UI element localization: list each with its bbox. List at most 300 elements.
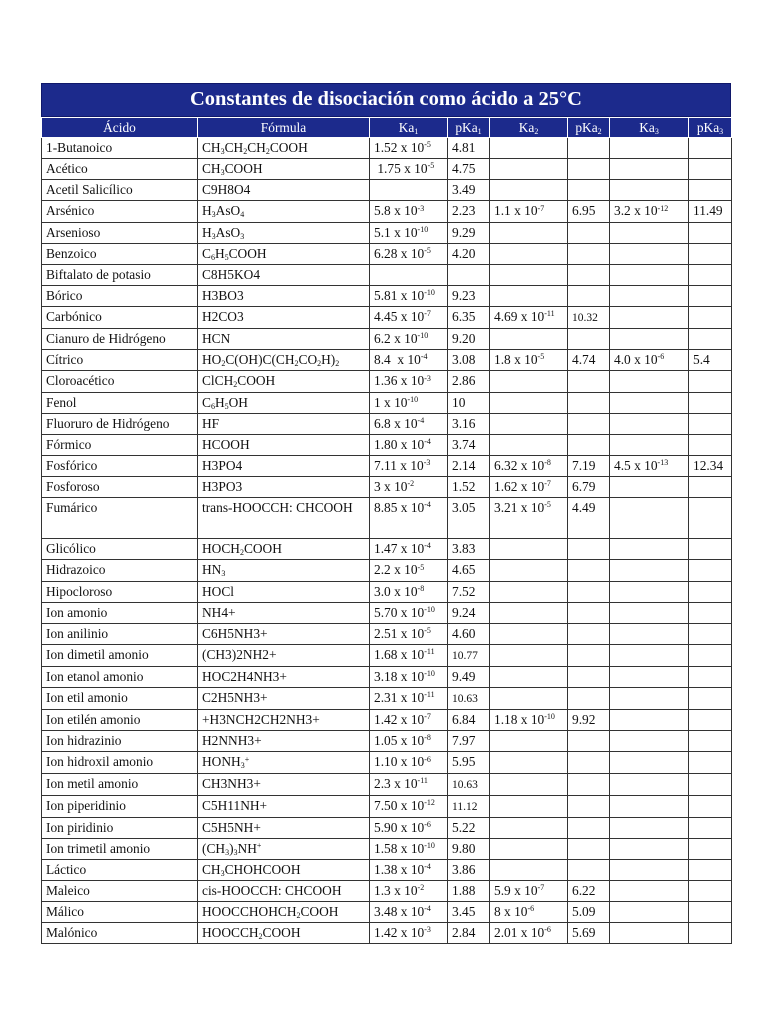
table-row	[42, 138, 732, 159]
ka2-cell	[490, 581, 568, 602]
pka2-cell	[568, 581, 610, 602]
formula-cell: C5H5NH+	[198, 817, 370, 838]
acid-name-cell: Arsenioso	[42, 222, 198, 243]
header-ka3: $Ka_3$	[610, 118, 689, 138]
ka2-cell	[490, 159, 568, 180]
ka1-cell: 5.8 x $10^{-3}$	[370, 201, 448, 222]
table-body	[42, 138, 732, 944]
formula-cell: $HOOCCH_2COOH$	[198, 923, 370, 944]
acid-name-cell: Cianuro de Hidrógeno	[42, 329, 198, 350]
ka3-cell	[610, 264, 689, 285]
pka3-cell	[689, 371, 732, 392]
ka2-cell	[490, 795, 568, 817]
ka2-cell: 3.21 x $10^{-5}$	[490, 498, 568, 539]
acid-name-cell: Glicólico	[42, 539, 198, 560]
table-row	[42, 560, 732, 581]
header-pka1: pKa$_1$	[448, 118, 490, 138]
ka1-cell: 1.47 x $10^{-4}$	[370, 539, 448, 560]
pka1-cell: 3.05	[448, 498, 490, 539]
ka2-cell: 1.1 x $10^{-7}$	[490, 201, 568, 222]
ka2-cell	[490, 138, 568, 159]
table-row	[42, 752, 732, 773]
table-row	[42, 201, 732, 222]
pka1-cell: 10.63	[448, 688, 490, 710]
pka2-cell	[568, 243, 610, 264]
ka3-cell	[610, 285, 689, 306]
table-row	[42, 688, 732, 710]
ka1-cell: 3.48 x $10^{-4}$	[370, 902, 448, 923]
pka2-cell	[568, 329, 610, 350]
header-subscript: 1	[414, 126, 419, 136]
ka2-cell	[490, 222, 568, 243]
acid-name-cell: Maleico	[42, 880, 198, 901]
pka3-cell	[689, 859, 732, 880]
table-row	[42, 285, 732, 306]
pka2-cell: 4.49	[568, 498, 610, 539]
ka2-cell	[490, 666, 568, 687]
pka1-cell: 3.45	[448, 902, 490, 923]
header-ka2: $Ka_2$	[490, 118, 568, 138]
ka1-cell: 1.42 x $10^{-7}$	[370, 710, 448, 731]
header-subscript: 2	[597, 126, 602, 136]
table-row	[42, 666, 732, 687]
pka2-cell: 10.32	[568, 307, 610, 329]
acid-name-cell: Arsénico	[42, 201, 198, 222]
acid-name-cell: Acetil Salicílico	[42, 180, 198, 201]
pka3-cell	[689, 434, 732, 455]
formula-cell: H3PO3	[198, 477, 370, 498]
ka3-cell	[610, 159, 689, 180]
table-row	[42, 539, 732, 560]
ka3-cell	[610, 539, 689, 560]
header-acido: Ácido	[42, 118, 198, 138]
acid-name-cell: Malónico	[42, 923, 198, 944]
ka3-cell	[610, 498, 689, 539]
acid-name-cell: Bórico	[42, 285, 198, 306]
pka3-cell	[689, 838, 732, 859]
formula-cell: $CH_3CHOHCOOH$	[198, 859, 370, 880]
ka3-cell	[610, 392, 689, 413]
pka2-cell: 4.74	[568, 350, 610, 371]
acid-name-cell: Fenol	[42, 392, 198, 413]
pka3-cell	[689, 644, 732, 666]
ka1-cell: 7.11 x $10^{-3}$	[370, 455, 448, 476]
header-pka3: pKa$_3$	[689, 118, 732, 138]
pka1-cell: 9.29	[448, 222, 490, 243]
pka3-cell	[689, 539, 732, 560]
ka2-cell	[490, 371, 568, 392]
pka1-cell: 6.35	[448, 307, 490, 329]
ka1-cell: 1.38 x $10^{-4}$	[370, 859, 448, 880]
ka1-cell: 1.36 x $10^{-3}$	[370, 371, 448, 392]
header-subscript: 3	[719, 126, 724, 136]
ka2-cell	[490, 285, 568, 306]
formula-cell: $CH_3CH_2CH_2COOH$	[198, 138, 370, 159]
pka3-cell	[689, 329, 732, 350]
ka1-cell: 2.51 x $10^{-5}$	[370, 623, 448, 644]
acid-name-cell: Hipocloroso	[42, 581, 198, 602]
ka2-cell	[490, 859, 568, 880]
acid-name-cell: Carbónico	[42, 307, 198, 329]
pka2-cell	[568, 817, 610, 838]
pka1-cell: 3.08	[448, 350, 490, 371]
acid-name-cell: Ion hidrazinio	[42, 731, 198, 752]
pka3-cell	[689, 222, 732, 243]
header-pka2: pKa$_2$	[568, 118, 610, 138]
formula-cell: cis-HOOCCH: CHCOOH	[198, 880, 370, 901]
acid-name-cell: Málico	[42, 902, 198, 923]
acid-name-cell: Láctico	[42, 859, 198, 880]
pka2-cell	[568, 413, 610, 434]
acid-name-cell: Ion trimetil amonio	[42, 838, 198, 859]
pka3-cell	[689, 795, 732, 817]
table-row	[42, 644, 732, 666]
pka1-cell: 2.14	[448, 455, 490, 476]
pka1-cell: 1.88	[448, 880, 490, 901]
ka2-cell: 4.69 x $10^{-11}$	[490, 307, 568, 329]
pka3-cell	[689, 264, 732, 285]
pka1-cell: 4.81	[448, 138, 490, 159]
table-row	[42, 329, 732, 350]
table-row	[42, 180, 732, 201]
table-row	[42, 243, 732, 264]
pka2-cell	[568, 859, 610, 880]
formula-cell: NH4+	[198, 602, 370, 623]
table-header-row	[42, 118, 732, 138]
acid-name-cell: Fluoruro de Hidrógeno	[42, 413, 198, 434]
acid-name-cell: Ion amonio	[42, 602, 198, 623]
pka1-cell: 2.86	[448, 371, 490, 392]
formula-cell: HCN	[198, 329, 370, 350]
pka2-cell	[568, 539, 610, 560]
pka2-cell	[568, 371, 610, 392]
ka2-cell	[490, 180, 568, 201]
acid-name-cell: Fosforoso	[42, 477, 198, 498]
pka3-cell	[689, 560, 732, 581]
table-row	[42, 773, 732, 795]
pka3-cell	[689, 285, 732, 306]
ka3-cell	[610, 371, 689, 392]
ka2-cell	[490, 392, 568, 413]
ka3-cell: 4.5 x $10^{-13}$	[610, 455, 689, 476]
acid-name-cell: Ion piperidinio	[42, 795, 198, 817]
ka3-cell	[610, 602, 689, 623]
pka3-cell	[689, 413, 732, 434]
pka1-cell: 4.60	[448, 623, 490, 644]
acid-name-cell: Cítrico	[42, 350, 198, 371]
table-row	[42, 307, 732, 329]
ka1-cell: 7.50 x $10^{-12}$	[370, 795, 448, 817]
table-row	[42, 602, 732, 623]
header-subscript: 3	[654, 126, 659, 136]
pka3-cell	[689, 243, 732, 264]
ka1-cell: 8.85 x $10^{-4}$	[370, 498, 448, 539]
acid-name-cell: Ion dimetil amonio	[42, 644, 198, 666]
pka3-cell	[689, 688, 732, 710]
pka2-cell	[568, 222, 610, 243]
ka2-cell	[490, 838, 568, 859]
ka3-cell	[610, 644, 689, 666]
pka3-cell	[689, 307, 732, 329]
table-row	[42, 264, 732, 285]
formula-cell: $(CH_3)_3NH^+$	[198, 838, 370, 859]
pka2-cell: 5.09	[568, 902, 610, 923]
table-row	[42, 350, 732, 371]
table-row	[42, 902, 732, 923]
ka1-cell	[370, 180, 448, 201]
ka1-cell: 6.2 x $10^{-10}$	[370, 329, 448, 350]
pka1-cell: 10	[448, 392, 490, 413]
table-row	[42, 222, 732, 243]
table-row	[42, 838, 732, 859]
pka2-cell	[568, 434, 610, 455]
formula-cell: HOC2H4NH3+	[198, 666, 370, 687]
header-ka1: $Ka_1$	[370, 118, 448, 138]
ka2-cell	[490, 773, 568, 795]
formula-cell: C2H5NH3+	[198, 688, 370, 710]
acid-name-cell: 1-Butanoico	[42, 138, 198, 159]
ka1-cell	[370, 264, 448, 285]
formula-cell: ClCH$_2$COOH	[198, 371, 370, 392]
pka2-cell	[568, 644, 610, 666]
ka2-cell	[490, 644, 568, 666]
pka3-cell	[689, 902, 732, 923]
ka2-cell: 1.8 x $10^{-5}$	[490, 350, 568, 371]
ka2-cell: 1.62 x $10^{-7}$	[490, 477, 568, 498]
ka1-cell: 1.58 x $10^{-10}$	[370, 838, 448, 859]
ka3-cell	[610, 560, 689, 581]
pka2-cell	[568, 773, 610, 795]
ka1-cell: 6.8 x $10^{-4}$	[370, 413, 448, 434]
formula-cell: $HOOCCHOHCH_2COOH$	[198, 902, 370, 923]
formula-cell: H2CO3	[198, 307, 370, 329]
ka1-cell: 8.4 x $10^{-4}$	[370, 350, 448, 371]
ka3-cell	[610, 243, 689, 264]
ka3-cell	[610, 307, 689, 329]
table-row	[42, 795, 732, 817]
ka1-cell: 1.80 x $10^{-4}$	[370, 434, 448, 455]
table-row	[42, 880, 732, 901]
ka3-cell	[610, 859, 689, 880]
formula-cell: $C_6H_5COOH$	[198, 243, 370, 264]
pka3-cell	[689, 602, 732, 623]
pka3-cell	[689, 392, 732, 413]
ka3-cell	[610, 773, 689, 795]
ka3-cell	[610, 666, 689, 687]
pka2-cell: 6.22	[568, 880, 610, 901]
ka3-cell	[610, 623, 689, 644]
pka1-cell: 2.23	[448, 201, 490, 222]
pka3-cell	[689, 623, 732, 644]
ka1-cell: 1.05 x $10^{-8}$	[370, 731, 448, 752]
table-row	[42, 731, 732, 752]
ka1-cell: 3 x $10^{-2}$	[370, 477, 448, 498]
pka1-cell: 3.16	[448, 413, 490, 434]
table-title: Constantes de disociación como ácido a 25°C	[41, 83, 731, 117]
pka1-cell: 10.77	[448, 644, 490, 666]
formula-cell: C5H11NH+	[198, 795, 370, 817]
ka2-cell	[490, 688, 568, 710]
ka2-cell	[490, 243, 568, 264]
header-formula: Fórmula	[198, 118, 370, 138]
ka3-cell	[610, 795, 689, 817]
table-row	[42, 923, 732, 944]
acid-name-cell: Benzoico	[42, 243, 198, 264]
pka3-cell	[689, 159, 732, 180]
ka2-cell	[490, 817, 568, 838]
header-subscript: 1	[477, 126, 482, 136]
pka2-cell	[568, 285, 610, 306]
ka1-cell: 1 x $10^{-10}$	[370, 392, 448, 413]
formula-cell: $HOCH_2COOH$	[198, 539, 370, 560]
pka2-cell: 6.95	[568, 201, 610, 222]
table-row	[42, 392, 732, 413]
pka3-cell	[689, 710, 732, 731]
ka3-cell	[610, 880, 689, 901]
pka3-cell: 11.49	[689, 201, 732, 222]
pka1-cell: 9.23	[448, 285, 490, 306]
ka1-cell: 4.45 x $10^{-7}$	[370, 307, 448, 329]
pka1-cell: 11.12	[448, 795, 490, 817]
pka1-cell: 7.52	[448, 581, 490, 602]
pka1-cell: 3.49	[448, 180, 490, 201]
pka1-cell: 4.75	[448, 159, 490, 180]
ka1-cell: 1.3 x $10^{-2}$	[370, 880, 448, 901]
table-row	[42, 859, 732, 880]
pka1-cell: 2.84	[448, 923, 490, 944]
ka3-cell	[610, 710, 689, 731]
pka3-cell	[689, 752, 732, 773]
pka2-cell	[568, 623, 610, 644]
acid-name-cell: Ion anilinio	[42, 623, 198, 644]
pka1-cell: 4.20	[448, 243, 490, 264]
formula-cell: (CH3)2NH2+	[198, 644, 370, 666]
acid-name-cell: Ion etanol amonio	[42, 666, 198, 687]
ka2-cell: 8 x $10^{-6}$	[490, 902, 568, 923]
table-row	[42, 159, 732, 180]
pka2-cell: 9.92	[568, 710, 610, 731]
pka3-cell	[689, 666, 732, 687]
formula-cell: H2NNH3+	[198, 731, 370, 752]
table-row	[42, 817, 732, 838]
pka3-cell	[689, 731, 732, 752]
pka1-cell: 9.20	[448, 329, 490, 350]
pka1-cell: 10.63	[448, 773, 490, 795]
pka2-cell	[568, 159, 610, 180]
table-row	[42, 434, 732, 455]
pka1-cell: 3.74	[448, 434, 490, 455]
table-row	[42, 710, 732, 731]
pka3-cell	[689, 138, 732, 159]
ka3-cell	[610, 731, 689, 752]
pka2-cell: 6.79	[568, 477, 610, 498]
dissociation-constants-table	[41, 117, 732, 944]
ka1-cell: 5.1 x $10^{-10}$	[370, 222, 448, 243]
ka2-cell	[490, 413, 568, 434]
ka1-cell: 3.18 x $10^{-10}$	[370, 666, 448, 687]
ka1-cell: 1.42 x $10^{-3}$	[370, 923, 448, 944]
formula-cell: CH3NH3+	[198, 773, 370, 795]
ka2-cell	[490, 623, 568, 644]
ka2-cell: 6.32 x $10^{-8}$	[490, 455, 568, 476]
ka1-cell: 1.75 x $10^{-5}$	[370, 159, 448, 180]
pka1-cell: 7.97	[448, 731, 490, 752]
ka3-cell: 4.0 x $10^{-6}$	[610, 350, 689, 371]
formula-cell: HOCl	[198, 581, 370, 602]
pka1-cell: 5.22	[448, 817, 490, 838]
ka3-cell	[610, 688, 689, 710]
acid-name-cell: Fosfórico	[42, 455, 198, 476]
formula-cell: C9H8O4	[198, 180, 370, 201]
pka1-cell	[448, 264, 490, 285]
pka1-cell: 5.95	[448, 752, 490, 773]
pka1-cell: 1.52	[448, 477, 490, 498]
ka1-cell: 1.10 x $10^{-6}$	[370, 752, 448, 773]
pka1-cell: 6.84	[448, 710, 490, 731]
ka2-cell	[490, 264, 568, 285]
pka2-cell	[568, 838, 610, 859]
ka2-cell	[490, 539, 568, 560]
ka3-cell	[610, 752, 689, 773]
formula-cell: $H_3AsO_4$	[198, 201, 370, 222]
pka3-cell	[689, 477, 732, 498]
formula-cell: $HN_3$	[198, 560, 370, 581]
ka2-cell	[490, 560, 568, 581]
ka2-cell	[490, 752, 568, 773]
ka2-cell: 2.01 x $10^{-6}$	[490, 923, 568, 944]
pka3-cell	[689, 880, 732, 901]
pka1-cell: 3.83	[448, 539, 490, 560]
pka3-cell	[689, 180, 732, 201]
table-row	[42, 371, 732, 392]
formula-cell: HF	[198, 413, 370, 434]
acid-name-cell: Hidrazoico	[42, 560, 198, 581]
ka3-cell	[610, 902, 689, 923]
ka3-cell	[610, 838, 689, 859]
header-subscript: 2	[534, 126, 539, 136]
acid-name-cell: Biftalato de potasio	[42, 264, 198, 285]
formula-cell: $H_3AsO_3$	[198, 222, 370, 243]
acid-name-cell: Cloroacético	[42, 371, 198, 392]
pka2-cell	[568, 752, 610, 773]
ka1-cell: 5.81 x $10^{-10}$	[370, 285, 448, 306]
ka1-cell: 6.28 x $10^{-5}$	[370, 243, 448, 264]
acid-name-cell: Ion etilén amonio	[42, 710, 198, 731]
formula-cell: H3PO4	[198, 455, 370, 476]
ka1-cell: 5.70 x $10^{-10}$	[370, 602, 448, 623]
pka2-cell	[568, 666, 610, 687]
ka2-cell	[490, 731, 568, 752]
acid-name-cell: Fumárico	[42, 498, 198, 539]
ka3-cell	[610, 581, 689, 602]
pka2-cell	[568, 560, 610, 581]
formula-cell: H3BO3	[198, 285, 370, 306]
ka1-cell: 2.2 x $10^{-5}$	[370, 560, 448, 581]
ka1-cell: 3.0 x $10^{-8}$	[370, 581, 448, 602]
formula-cell: $HO_2C(OH)C(CH_2CO_2H)_2$	[198, 350, 370, 371]
formula-cell: $HONH_3^+$	[198, 752, 370, 773]
pka2-cell: 7.19	[568, 455, 610, 476]
ka2-cell	[490, 434, 568, 455]
table-row	[42, 413, 732, 434]
acid-name-cell: Ion metil amonio	[42, 773, 198, 795]
ka3-cell	[610, 180, 689, 201]
formula-cell: trans-HOOCCH: CHCOOH	[198, 498, 370, 539]
ka3-cell	[610, 222, 689, 243]
formula-cell: HCOOH	[198, 434, 370, 455]
acid-name-cell: Ion etil amonio	[42, 688, 198, 710]
acid-name-cell: Acético	[42, 159, 198, 180]
